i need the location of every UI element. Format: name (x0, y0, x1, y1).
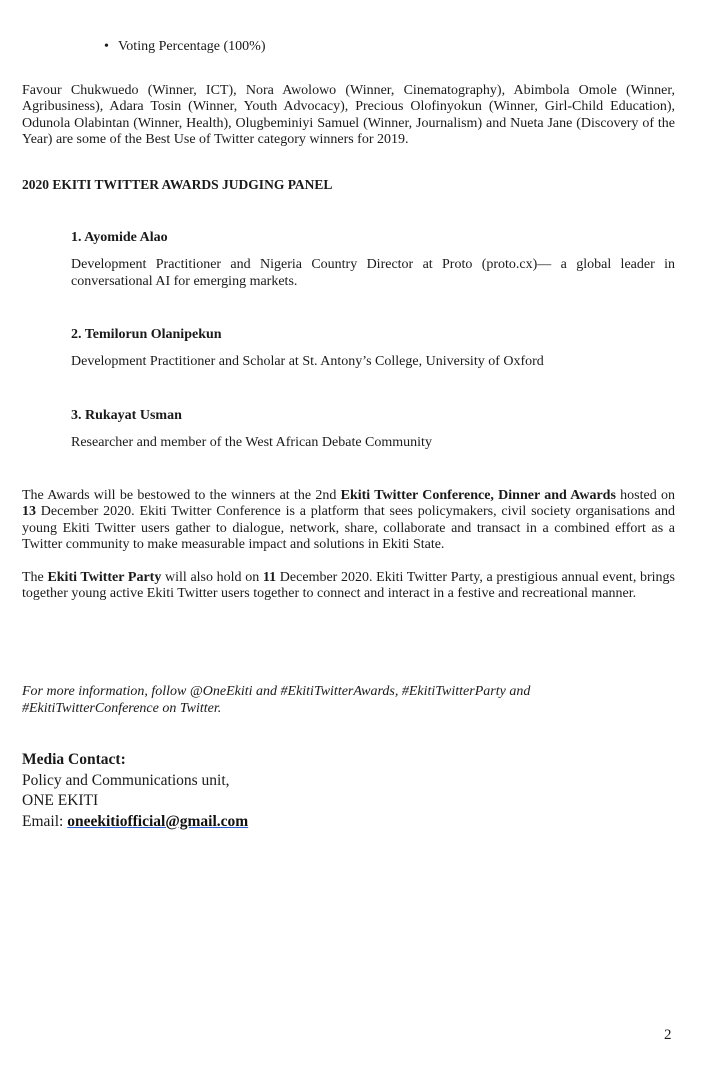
page-number: 2 (664, 1027, 672, 1043)
bullet-marker: • (104, 39, 109, 54)
judging-panel-heading: 2020 EKITI TWITTER AWARDS JUDGING PANEL (22, 177, 333, 192)
winners-paragraph: Favour Chukwuedo (Winner, ICT), Nora Awolowo (Winner, Cinematography), Abimbola Omole (Winner, Agribusiness), Adara Tosin (Winner, Youth Advocacy), Precious Olofinyokun (Winner, Girl-Child Education), Odunola Olabintan (Winner, Health), Olugbeminiyi Samuel (Winner, Journalism) and Nueta Jane (Discovery of the Year) are some of the Best Use of Twitter category winners for 2019. (22, 83, 675, 147)
awards-paragraph (22, 488, 675, 553)
media-contact-title: Media Contact: (22, 751, 126, 768)
party-text: will also hold on (161, 570, 263, 585)
awards-date: 13 (22, 504, 36, 520)
awards-event-name: Ekiti Twitter Conference, Dinner and Awards (340, 488, 616, 503)
bullet-item (104, 38, 265, 56)
party-event-name: Ekiti Twitter Party (47, 570, 162, 585)
party-paragraph (22, 570, 675, 603)
judge-name: 3. Rukayat Usman (71, 408, 182, 423)
party-text: December 2020. Ekiti Twitter Party, a prestigious annual event, brings together young active Ekiti Twitter users together to connect and interact in a festive and recreational manner. (22, 570, 675, 602)
email-link[interactable]: oneekitiofficial@gmail.com (67, 812, 249, 830)
email-label: Email: (22, 812, 68, 830)
media-contact-block (22, 750, 248, 832)
judge-description: Development Practitioner and Scholar at St. Antony’s College, University of Oxford (71, 354, 544, 369)
party-date: 11 (262, 570, 277, 585)
judge-name: 1. Ayomide Alao (71, 230, 168, 245)
party-text: The (22, 570, 48, 585)
media-contact-org: ONE EKITI (22, 792, 99, 809)
awards-text: The Awards will be bestowed to the winners at the 2nd (22, 488, 341, 503)
judge-name: 2. Temilorun Olanipekun (71, 327, 222, 342)
awards-text: hosted on (615, 488, 675, 503)
media-contact-email-line (22, 812, 248, 833)
judge-description: Researcher and member of the West African Debate Community (71, 435, 432, 450)
judge-description: Development Practitioner and Nigeria Country Director at Proto (proto.cx)— a global leader in conversational AI for emerging markets. (71, 257, 675, 289)
awards-text: December 2020. Ekiti Twitter Conference is a platform that sees policymakers, civil society organisations and young Ekiti Twitter users gather to dialogue, network, share, collaborate and transact in a combined effort as a Twitter community to make measurable impact and solutions in Ekiti State. (22, 504, 675, 552)
media-contact-unit: Policy and Communications unit, (22, 771, 230, 789)
more-info-note: For more information, follow @OneEkiti and #EkitiTwitterAwards, #EkitiTwitterParty and #EkitiTwitterConference on Twitter. (22, 684, 531, 716)
bullet-text: Voting Percentage (100%) (118, 39, 266, 54)
